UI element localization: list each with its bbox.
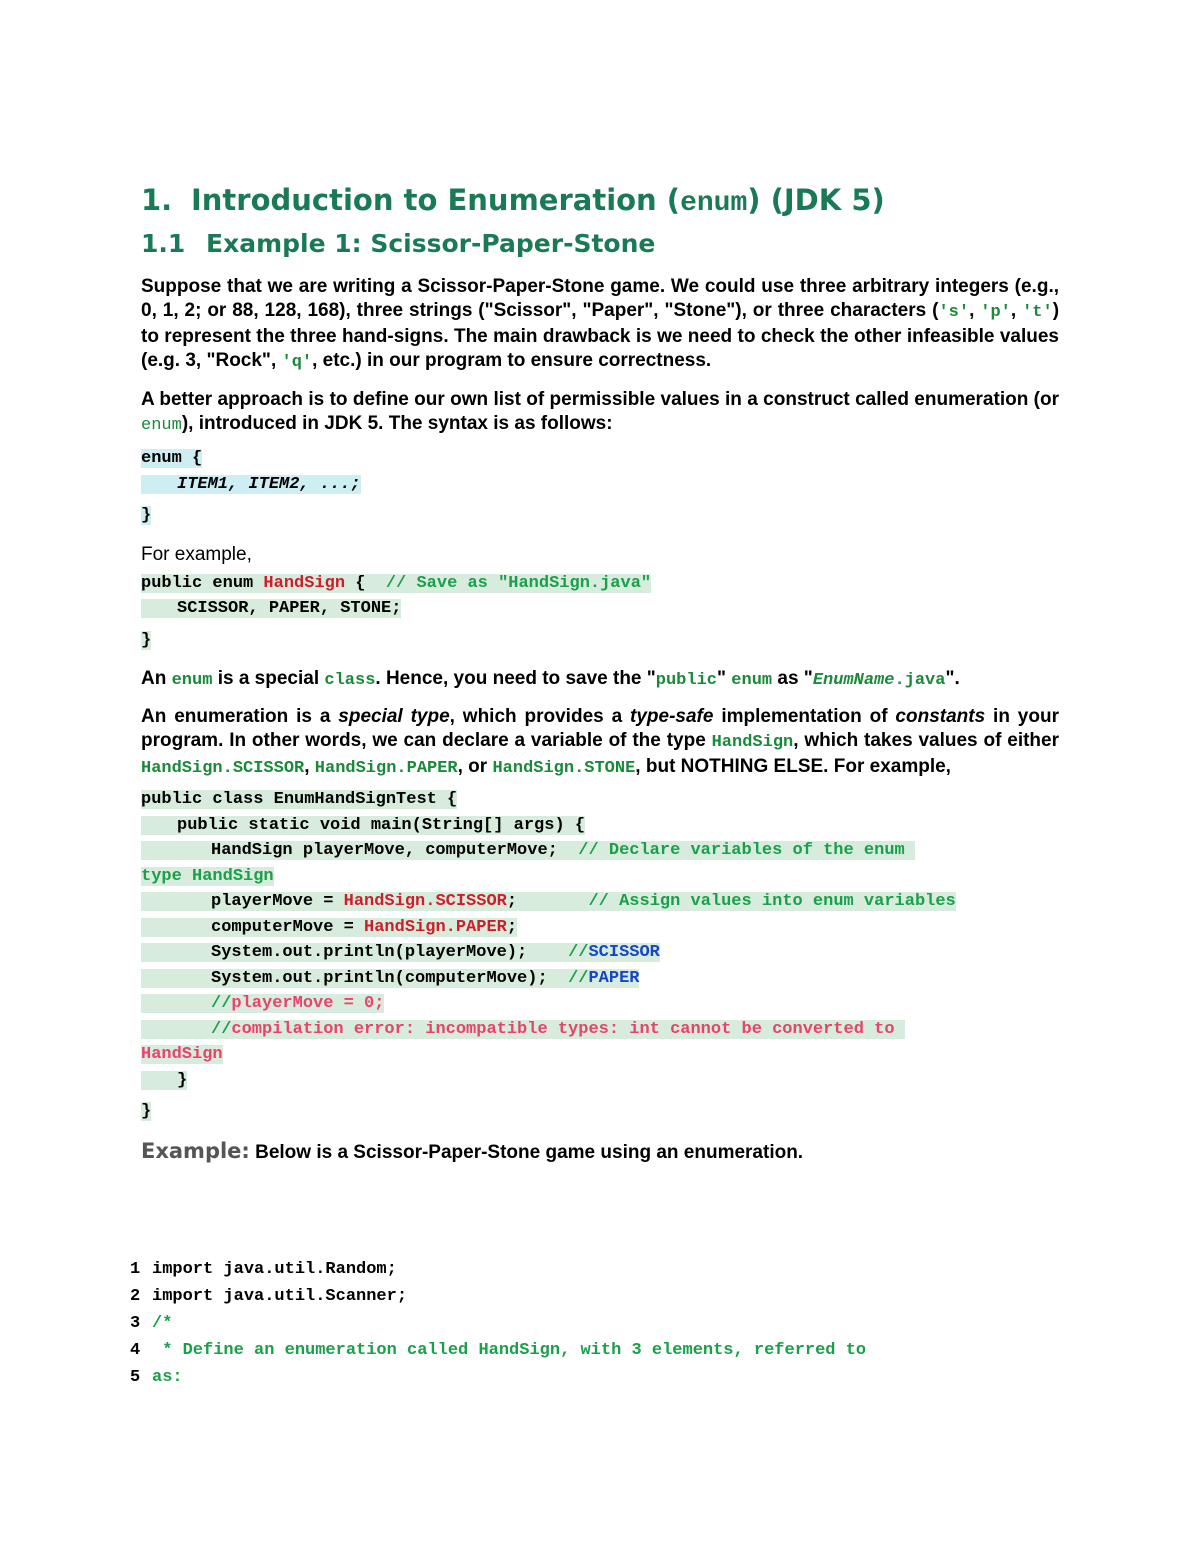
inline-code: public <box>655 671 717 690</box>
listing-line <box>130 1256 1130 1283</box>
code-comment: PAPER <box>588 968 640 988</box>
code-comment: // <box>568 968 589 988</box>
heading-1-text-after: ) (JDK 5) <box>747 183 885 217</box>
paragraph-type-safe <box>141 705 1059 781</box>
code-line <box>141 991 1059 1017</box>
text: type-safe <box>630 706 714 727</box>
code-comment: /* <box>152 1314 173 1333</box>
code-line <box>141 940 1059 966</box>
code-text: } <box>141 630 152 650</box>
code-comment: // <box>568 943 589 962</box>
paragraph-intro <box>141 275 1059 375</box>
code-text: ; <box>506 892 589 911</box>
text: as " <box>772 668 813 689</box>
text: implementation of <box>713 706 896 727</box>
code-line <box>141 1017 1059 1043</box>
code-text: public class EnumHandSignTest { <box>141 790 458 809</box>
code-text: enum { <box>141 449 203 468</box>
text: , but NOTHING ELSE. For example, <box>635 756 951 777</box>
heading-1-code: enum <box>680 188 748 219</box>
paragraph-enum-class <box>141 667 1059 693</box>
code-line <box>141 787 1059 813</box>
inline-code: enum <box>731 671 773 690</box>
code-line <box>141 1042 1059 1068</box>
inline-code: 't' <box>1022 303 1053 322</box>
code-text: public enum <box>141 573 264 593</box>
inline-code: class <box>324 671 376 690</box>
code-text: { <box>345 573 386 593</box>
inline-code: 'q' <box>281 353 313 372</box>
text: . Hence, you need to save the " <box>375 668 656 689</box>
text: special type <box>338 706 450 727</box>
code-text: import java.util.Scanner; <box>152 1287 408 1306</box>
code-line <box>141 889 1059 915</box>
code-line <box>141 571 1059 597</box>
code-line <box>141 596 1059 622</box>
text: An enumeration is a <box>141 706 339 727</box>
enum-test-code-block <box>141 787 1059 1125</box>
example-intro <box>141 1139 1059 1165</box>
code-comment: // <box>211 994 232 1013</box>
code-text: ; <box>506 917 518 937</box>
paragraph-better-approach <box>141 388 1059 438</box>
code-comment: * Define an enumeration called HandSign, with 3 elements, referred to <box>152 1341 867 1360</box>
text: is a special <box>212 668 325 689</box>
text: , or <box>457 756 493 777</box>
code-text: HandSign playerMove, computerMove; <box>211 841 579 860</box>
code-line <box>141 628 1059 654</box>
code-comment: // Assign values into enum variables <box>588 892 956 911</box>
text: Below is a Scissor-Paper-Stone game using an enumeration. <box>249 1141 804 1163</box>
text: An <box>141 668 172 689</box>
heading-2-text: Example 1: Scissor-Paper-Stone <box>206 229 656 258</box>
text: , which provides a <box>449 706 631 727</box>
code-line <box>141 864 1059 890</box>
line-number: 3 <box>130 1314 141 1333</box>
code-line <box>141 915 1059 941</box>
code-line <box>141 472 1059 498</box>
heading-1 <box>141 180 1059 220</box>
code-text: ITEM1, ITEM2, ...; <box>177 474 361 494</box>
text: constants <box>895 706 986 727</box>
code-text: } <box>141 506 152 525</box>
code-line <box>141 503 1059 529</box>
for-example-label: For example, <box>141 543 252 565</box>
code-comment: playerMove = 0; <box>231 994 385 1013</box>
line-number: 5 <box>130 1368 141 1387</box>
code-comment: // Save as "HandSign.java" <box>385 573 652 593</box>
code-text: public static void main(String[] args) { <box>177 815 586 835</box>
code-text: SCISSOR, PAPER, STONE; <box>177 599 402 618</box>
listing-line <box>130 1364 1130 1391</box>
inline-code: HandSign.STONE <box>492 759 636 778</box>
syntax-code-block <box>141 446 1059 529</box>
code-line <box>141 446 1059 472</box>
inline-code: 'p' <box>980 303 1011 322</box>
code-comment: as: <box>152 1368 183 1387</box>
code-text: } <box>177 1070 188 1090</box>
code-listing <box>130 1256 1130 1391</box>
text: , <box>969 300 981 321</box>
inline-code: 's' <box>938 303 970 322</box>
code-comment: HandSign <box>141 1045 223 1064</box>
inline-code: .java <box>894 671 946 690</box>
heading-2 <box>141 226 1059 262</box>
heading-1-text-before: Introduction to Enumeration ( <box>191 183 681 217</box>
code-text: playerMove = <box>211 892 344 911</box>
code-text: HandSign.PAPER <box>364 917 507 937</box>
text: ), introduced in JDK 5. The syntax is as follows: <box>181 413 613 434</box>
heading-1-number: 1. <box>141 183 173 217</box>
code-comment: SCISSOR <box>588 943 660 962</box>
code-line <box>141 838 1059 864</box>
text: A better approach is to define our own list of permissible values in a construct called enumeration (or <box>141 389 1059 410</box>
text: , which takes values of either <box>793 730 1059 751</box>
code-text: import java.util.Random; <box>152 1260 397 1279</box>
code-comment: // Declare variables of the enum <box>578 841 905 860</box>
listing-line <box>130 1337 1130 1364</box>
code-text: System.out.println(computerMove); <box>211 968 569 988</box>
heading-2-number: 1.1 <box>141 229 186 258</box>
text: ". <box>945 668 960 689</box>
code-text: HandSign.SCISSOR <box>343 892 507 911</box>
text: Suppose that we are writing a Scissor-Paper-Stone game. We could use three arbitrary integers (e.g., 0, 1, 2; or 88, 128, 168), three strings ("Scissor", "Paper", "Stone"), or three characters ( <box>141 276 1059 321</box>
code-text: HandSign <box>263 573 346 593</box>
text: , <box>304 756 315 777</box>
inline-code: HandSign.SCISSOR <box>141 759 305 778</box>
text: " <box>717 668 732 689</box>
text: ) to represent the three hand-signs. The main drawback is we need to check the other infeasible values (e.g. 3, "Rock", <box>141 300 1060 371</box>
listing-line <box>130 1310 1130 1337</box>
code-text: computerMove = <box>211 917 365 937</box>
text: , <box>1010 300 1023 321</box>
line-number: 2 <box>130 1287 141 1306</box>
inline-code: HandSign <box>711 733 794 752</box>
code-text: System.out.println(playerMove); <box>211 943 569 962</box>
text: , etc.) in our program to ensure correctness. <box>312 350 712 371</box>
document-page <box>141 180 1059 1165</box>
inline-code: HandSign.PAPER <box>314 759 458 778</box>
code-comment: compilation error: incompatible types: int cannot be converted to <box>231 1019 895 1039</box>
code-comment: type HandSign <box>141 866 274 886</box>
code-text: } <box>141 1102 152 1121</box>
code-line <box>141 1068 1059 1094</box>
inline-code: enum <box>141 416 182 435</box>
line-number: 1 <box>130 1260 141 1279</box>
example-label: Example: <box>141 1138 250 1163</box>
code-line <box>141 966 1059 992</box>
text: in your program. In other words, we can declare a variable of the type <box>141 706 1059 751</box>
inline-code: EnumName <box>812 671 895 690</box>
line-number: 4 <box>130 1341 141 1360</box>
code-line <box>141 1099 1059 1125</box>
inline-code: enum <box>171 671 213 690</box>
code-comment: // <box>211 1019 232 1039</box>
listing-line <box>130 1283 1130 1310</box>
handsign-code-block <box>141 571 1059 654</box>
code-line <box>141 813 1059 839</box>
